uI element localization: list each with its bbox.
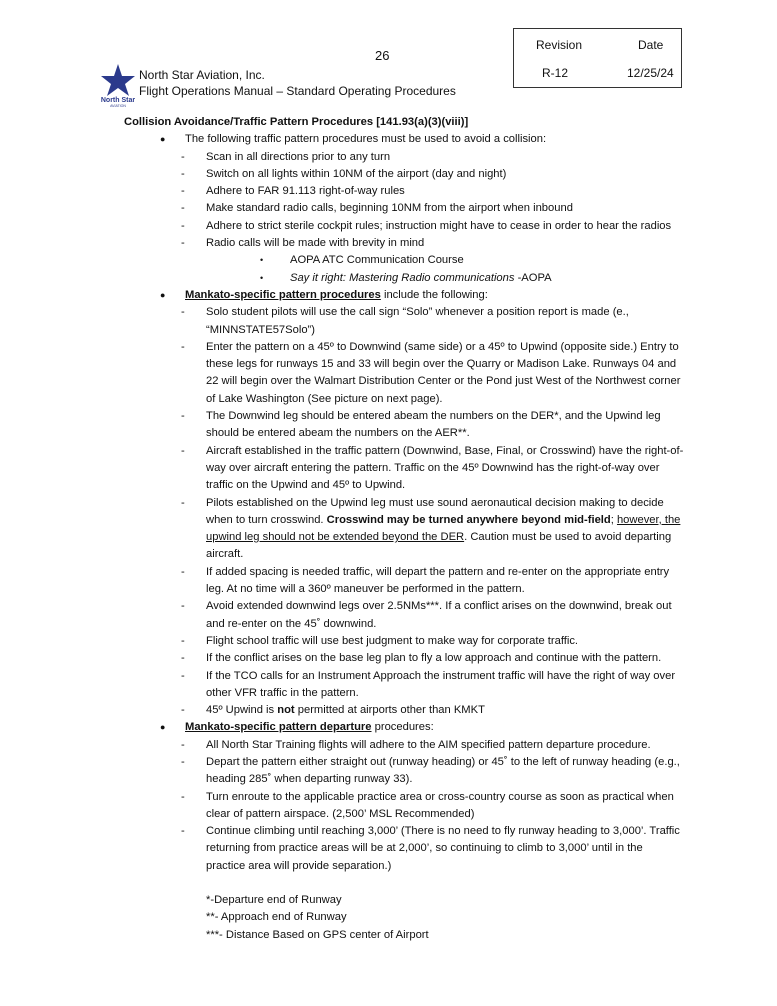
- departure-item: Continue climbing until reaching 3,000’ (There is no need to fly runway heading to 3,000’. Traffic returning from practice areas will be at 2,000’, so continuing to climb to 3,000’ until in the practice area will provide separation.): [206, 825, 680, 872]
- radio-subitem-source: -AOPA: [517, 271, 552, 284]
- upwind-underlined: however, the upwind leg should not be extended beyond the DER: [206, 513, 681, 544]
- dash-marker: -: [181, 306, 185, 319]
- intro-item: Adhere to strict sterile cockpit rules; instruction might have to cease in order to hear the radios: [206, 219, 672, 232]
- list-item: [124, 668, 684, 703]
- list-item: [124, 339, 684, 408]
- revision-value: R-12: [542, 66, 569, 80]
- upwind-emphasis: Crosswind may be turned anywhere beyond mid-field: [326, 513, 611, 526]
- pattern-item: Flight school traffic will use best judgment to make way for corporate traffic.: [206, 634, 579, 647]
- dash-marker: -: [181, 185, 185, 198]
- list-item: [124, 131, 684, 148]
- upwind-text: Pilots established on the Upwind leg must use sound aeronautical decision making to decide when to turn crosswind.: [206, 496, 664, 526]
- manual-title: Flight Operations Manual – Standard Operating Procedures: [139, 84, 456, 98]
- list-item: [124, 789, 684, 824]
- departure-bullet-rest: procedures:: [371, 721, 434, 734]
- revision-label: Revision: [536, 38, 583, 52]
- radio-subitem: AOPA ATC Communication Course: [290, 254, 464, 267]
- upwind-separator: ;: [610, 513, 617, 526]
- pattern-bullet-title: Mankato-specific pattern procedures: [185, 288, 381, 301]
- footnotes: [124, 892, 684, 944]
- dash-marker: -: [181, 410, 185, 423]
- list-item: [124, 183, 684, 200]
- bullet-marker: ●: [160, 289, 166, 300]
- bullet-marker: ●: [160, 722, 166, 733]
- revision-table: [513, 28, 682, 88]
- intro-item: Radio calls will be made with brevity in mind: [206, 237, 425, 250]
- dash-marker: -: [181, 202, 185, 215]
- list-item: [124, 200, 684, 217]
- pattern-item: If the conflict arises on the base leg plan to fly a low approach and continue with the pattern.: [206, 652, 662, 665]
- list-item: [124, 564, 684, 599]
- section-heading: Collision Avoidance/Traffic Pattern Procedures [141.93(a)(3)(viii)]: [124, 116, 469, 128]
- dash-marker: -: [181, 600, 185, 613]
- list-item: [124, 408, 684, 443]
- list-item: [124, 218, 684, 235]
- kmkt-text: 45º Upwind is: [206, 704, 278, 717]
- pattern-item: Aircraft established in the traffic pattern (Downwind, Base, Final, or Crosswind) have the right-of-way over aircraft entering the pattern. Traffic on the 45º Downwind has the right-of-way over traffic on the Upwind and 45º to Upwind.: [206, 444, 684, 492]
- list-item: [124, 495, 684, 564]
- list-item: [124, 633, 684, 650]
- list-item: [124, 754, 684, 789]
- pattern-item: If added spacing is needed traffic, will depart the pattern and re-enter on the appropriate entry leg. At no time will a 360º maneuver be performed in the pattern.: [206, 565, 670, 596]
- dash-marker: -: [181, 150, 185, 163]
- list-item: [124, 719, 684, 736]
- logo-subtext: AVIATION: [110, 104, 126, 108]
- dash-marker: -: [181, 652, 185, 665]
- dash-marker: -: [181, 738, 185, 751]
- list-item: [124, 149, 684, 166]
- star-icon: [98, 62, 138, 108]
- dash-marker: -: [181, 444, 185, 457]
- list-item: [124, 270, 684, 287]
- list-item: [124, 823, 684, 875]
- radio-subitem-title: Say it right: Mastering Radio communications: [290, 271, 515, 284]
- list-item: [124, 702, 684, 719]
- dash-marker: -: [181, 669, 185, 682]
- sub-bullet-marker: •: [260, 272, 264, 283]
- departure-bullet-title: Mankato-specific pattern departure: [185, 721, 372, 734]
- page-number: 26: [375, 48, 390, 63]
- list-item: [124, 650, 684, 667]
- dash-marker: -: [181, 167, 185, 180]
- footnote: *-Departure end of Runway: [206, 894, 342, 907]
- list-item: [124, 235, 684, 252]
- pattern-item: The Downwind leg should be entered abeam the numbers on the DER*, and the Upwind leg should be entered abeam the numbers on the AER**.: [206, 410, 661, 440]
- kmkt-rest: permitted at airports other than KMKT: [294, 704, 485, 717]
- date-label: Date: [638, 38, 664, 52]
- intro-bullet: The following traffic pattern procedures must be used to avoid a collision:: [185, 133, 547, 146]
- pattern-item: Solo student pilots will use the call sign “Solo” whenever a position report is made (e., “MINNSTATE57Solo”): [206, 306, 629, 336]
- dash-marker: -: [181, 634, 185, 647]
- list-item: [124, 598, 684, 633]
- pattern-item: Enter the pattern on a 45º to Downwind (same side) or a 45º to Upwind (opposite side.) Entry to these legs for runways 15 and 33 will begin over the Quarry or Madison Lake. Runways 04 and 22 will begin over the Walmart Distribution Center or the Pond just West of the Northwest corner of Lake Washington (See picture on next page).: [206, 340, 681, 405]
- sub-bullet-marker: •: [260, 255, 264, 266]
- logo-text: North Star: [100, 97, 136, 104]
- dash-marker: -: [181, 755, 185, 768]
- intro-item: Make standard radio calls, beginning 10NM from the airport when inbound: [206, 202, 573, 215]
- north-star-logo: [98, 62, 138, 108]
- upwind-caution: . Caution must be used to avoid departing aircraft.: [206, 531, 672, 561]
- company-block: [139, 67, 456, 99]
- intro-item: Switch on all lights within 10NM of the airport (day and night): [206, 167, 507, 180]
- departure-item: All North Star Training flights will adhere to the AIM specified pattern departure procedure.: [206, 738, 651, 751]
- dash-marker: -: [181, 565, 185, 578]
- footnote: **- Approach end of Runway: [206, 911, 347, 924]
- list-item: [124, 304, 684, 339]
- departure-item: Turn enroute to the applicable practice area or cross-country course as soon as practical when clear of pattern airspace. (2,500’ MSL Recommended): [206, 790, 674, 820]
- dash-marker: -: [181, 219, 185, 232]
- main-content: [124, 114, 684, 944]
- dash-marker: -: [181, 496, 185, 509]
- pattern-item: If the TCO calls for an Instrument Approach the instrument traffic will have the right of way over other VFR traffic in the pattern.: [206, 669, 676, 699]
- pattern-bullet-rest: include the following:: [380, 288, 488, 301]
- dash-marker: -: [181, 340, 185, 353]
- intro-item: Adhere to FAR 91.113 right-of-way rules: [206, 185, 405, 198]
- dash-marker: -: [181, 237, 185, 250]
- footnote: ***- Distance Based on GPS center of Airport: [206, 928, 429, 941]
- dash-marker: -: [181, 790, 185, 803]
- kmkt-emphasis: not: [277, 704, 295, 717]
- date-value: 12/25/24: [627, 66, 674, 80]
- list-item: [124, 443, 684, 495]
- intro-item: Scan in all directions prior to any turn: [206, 150, 391, 163]
- list-item: [124, 166, 684, 183]
- list-item: [124, 252, 684, 269]
- list-item: [124, 737, 684, 754]
- dash-marker: -: [181, 704, 185, 717]
- pattern-item: Avoid extended downwind legs over 2.5NMs***. If a conflict arises on the downwind, break out and re-enter on the 45˚ downwind.: [206, 600, 672, 630]
- dash-marker: -: [181, 825, 185, 838]
- departure-item: Depart the pattern either straight out (runway heading) or 45˚ to the left of runway heading (e.g., heading 285˚ when departing runway 33).: [206, 755, 680, 786]
- company-name: North Star Aviation, Inc.: [139, 68, 265, 82]
- bullet-marker: ●: [160, 134, 166, 145]
- list-item: [124, 287, 684, 304]
